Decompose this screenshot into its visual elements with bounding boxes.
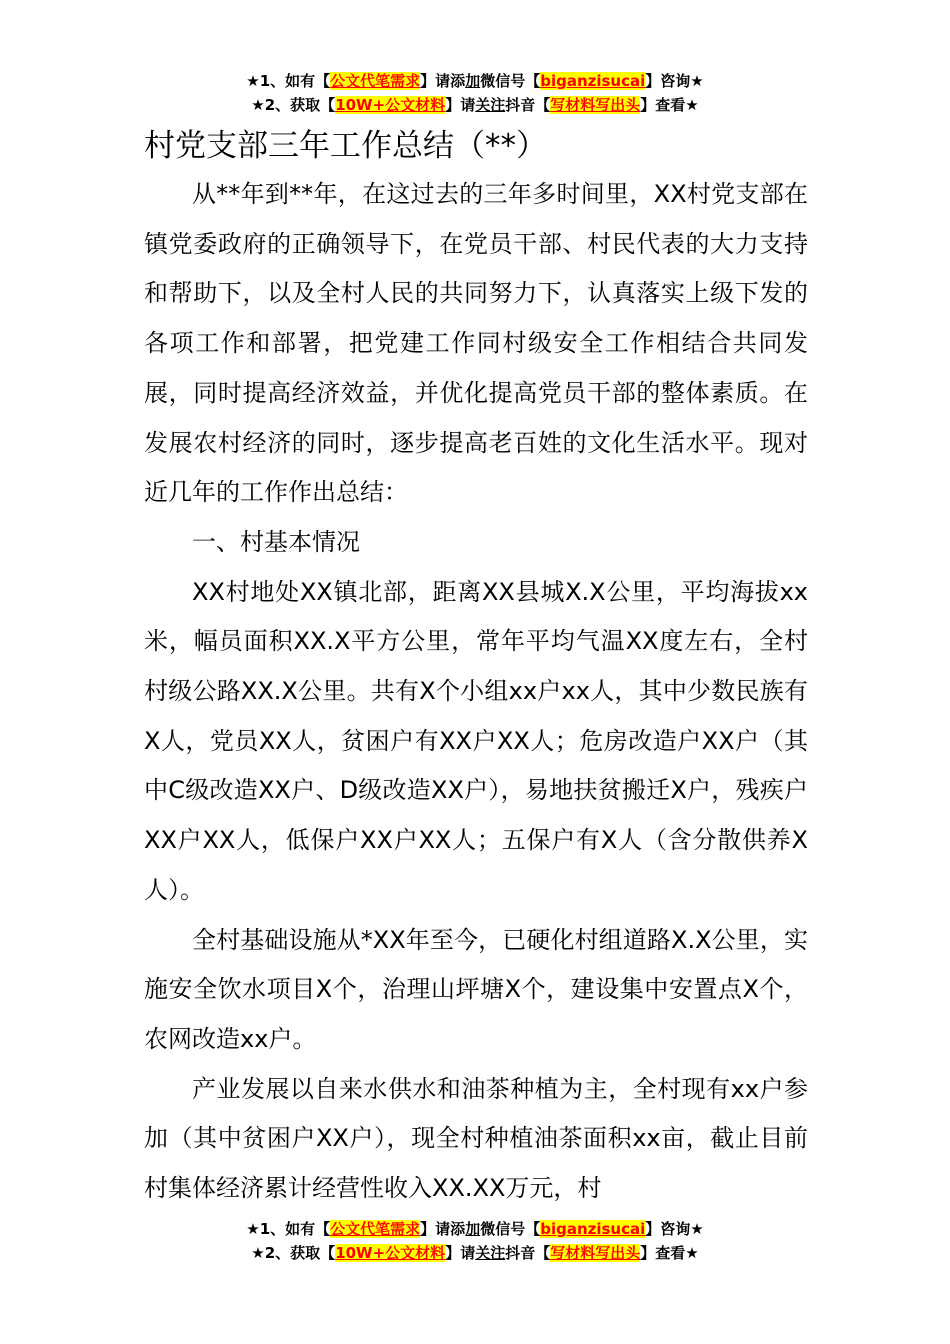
promo-text: ★1、如有【 — [246, 1220, 331, 1238]
promo-text: 】查看★ — [640, 1244, 699, 1262]
promo-text: 微信号【 — [480, 72, 541, 90]
promo-text: 】咨询★ — [645, 72, 704, 90]
document-body — [144, 170, 808, 1214]
document-title: 村党支部三年工作总结（**） — [144, 128, 547, 164]
promo-text: ★1、如有【 — [246, 72, 331, 90]
promo-underline: 关注 — [475, 96, 506, 114]
paragraph-basic-info: XX村地处XX镇北部，距离XX县城X.X公里，平均海拔xx米，幅员面积XX.X平方公里，常年平均气温XX度左右，全村村级公路XX.X公里。共有X个小组xx户xx人，其中少数民族有X人，党员XX人，贫困户有XX户XX人；危房改造户XX户（其中C级改造XX户、D级改造XX户），易地扶贫搬迁X户，残疾户XX户XX人，低保户XX户XX人；五保户有X人（含分散供养X人）。 — [144, 577, 808, 904]
promo-text: ★2、获取【 — [251, 96, 336, 114]
promo-douyin-id: 写材料写出头 — [550, 96, 641, 114]
promo-highlight: 公文代笔需求 — [330, 72, 421, 90]
promo-underline: 加 — [465, 1220, 481, 1238]
promo-underline: 关注 — [475, 1244, 506, 1262]
promo-text: 抖音【 — [505, 1244, 551, 1262]
promo-douyin-id: 写材料写出头 — [550, 1244, 641, 1262]
promo-highlight: 10W+公文材料 — [335, 1244, 446, 1262]
promo-text: 】请 — [445, 1244, 476, 1262]
promo-highlight: 公文代笔需求 — [330, 1220, 421, 1238]
promo-text: 抖音【 — [505, 96, 551, 114]
promo-text: 】请 — [445, 96, 476, 114]
promo-wechat-id: biganzisucai — [540, 72, 646, 90]
paragraph-industry: 产业发展以自来水供水和油茶种植为主，全村现有xx户参加（其中贫困户XX户），现全村种植油茶面积xx亩，截止目前村集体经济累计经营性收入XX.XX万元，村 — [144, 1074, 808, 1203]
promo-text: 】查看★ — [640, 96, 699, 114]
promo-text: 】咨询★ — [645, 1220, 704, 1238]
promo-line-2 — [0, 1241, 950, 1265]
paragraph-infrastructure: 全村基础设施从*XX年至今，已硬化村组道路X.X公里，实施安全饮水项目X个，治理山坪塘X个，建设集中安置点X个，农网改造xx户。 — [144, 925, 808, 1053]
promo-text: 微信号【 — [480, 1220, 541, 1238]
promo-underline: 加 — [465, 72, 481, 90]
promo-text: 】请添 — [420, 72, 466, 90]
promo-line-2 — [0, 93, 950, 117]
promo-footer — [0, 1217, 950, 1265]
paragraph-intro: 从**年到**年，在这过去的三年多时间里，XX村党支部在镇党委政府的正确领导下，在党员干部、村民代表的大力支持和帮助下，以及全村人民的共同努力下，认真落实上级下发的各项工作和部署，把党建工作同村级安全工作相结合共同发展，同时提高经济效益，并优化提高党员干部的整体素质。在发展农村经济的同时，逐步提高老百姓的文化生活水平。现对近几年的工作作出总结： — [144, 180, 808, 507]
promo-highlight: 10W+公文材料 — [335, 96, 446, 114]
promo-line-1 — [0, 69, 950, 93]
promo-line-1 — [0, 1217, 950, 1241]
promo-wechat-id: biganzisucai — [540, 1220, 646, 1238]
promo-header — [0, 69, 950, 117]
promo-text: 】请添 — [420, 1220, 466, 1238]
section-heading: 一、村基本情况 — [192, 527, 360, 556]
promo-text: ★2、获取【 — [251, 1244, 336, 1262]
